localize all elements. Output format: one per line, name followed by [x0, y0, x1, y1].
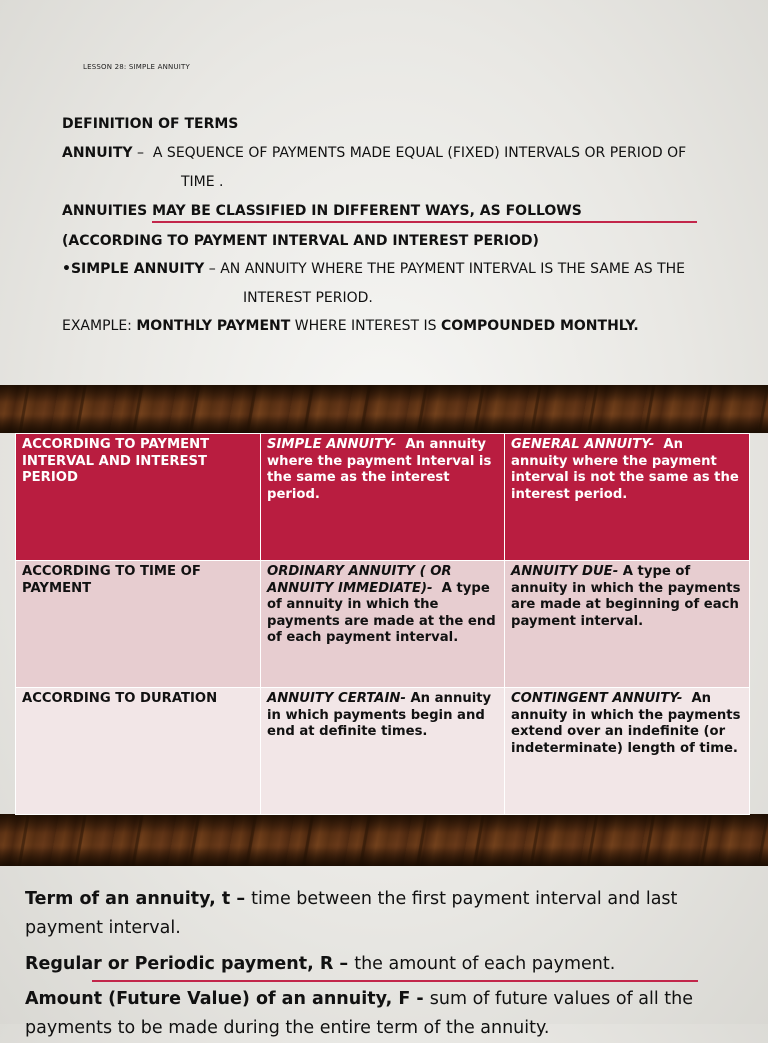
simple-annuity-line-2 [243, 290, 373, 306]
table-row [16, 434, 750, 561]
table-cell-definition: An annuity in which payments begin and end at definite times. [267, 691, 496, 740]
term-definition-term [25, 885, 760, 943]
simple-annuity-def-2: INTEREST PERIOD. [243, 290, 373, 306]
example-label: EXAMPLE: [62, 318, 137, 334]
term-label: Term of an annuity, t [25, 889, 231, 909]
example-bold-1: MONTHLY PAYMENT [136, 318, 291, 334]
simple-annuity-bullet: •SIMPLE ANNUITY [62, 261, 205, 277]
table-cell-definition: An annuity where the payment interval is not the same as the interest period. [511, 437, 744, 502]
term-label: Regular or Periodic payment, R [25, 954, 334, 974]
term-label: Amount (Future Value) of an annuity, F [25, 989, 411, 1009]
table-cell-definition: An annuity in which the payments extend over an indefinite (or indeterminate) length of time. [511, 691, 746, 756]
table-cell-term: ANNUITY DUE- [511, 564, 619, 579]
table-cell-category: ACCORDING TO DURATION [16, 688, 261, 815]
term-text: sum of future values of all the payments to be made during the entire term of the annuity. [25, 989, 694, 1038]
wood-band-bottom-shade [0, 814, 768, 866]
annuity-definition-line-2 [181, 174, 224, 190]
classification-text-1: ANNUITIES [62, 203, 153, 219]
table-cell-type-a [261, 561, 505, 688]
table-cell-type-a [261, 688, 505, 815]
term-text: time between the first payment interval and last payment interval. [25, 889, 678, 938]
table-cell-term: CONTINGENT ANNUITY- [511, 691, 683, 706]
term-separator: – [230, 889, 252, 909]
table-cell-type-b [505, 688, 750, 815]
table-cell-type-b [505, 561, 750, 688]
table-cell-term: SIMPLE ANNUITY- [267, 437, 397, 452]
table-cell-category: ACCORDING TO PAYMENT INTERVAL AND INTEREST PERIOD [16, 434, 261, 561]
slide-top-section [0, 0, 768, 385]
table-row [16, 688, 750, 815]
annuity-definition-text-2: TIME . [181, 174, 224, 190]
classification-text-2: MAY BE CLASSIFIED IN DIFFERENT WAYS, AS FOLLOWS [152, 203, 582, 219]
term-separator: – [333, 954, 355, 974]
term-definition-future-value [25, 985, 760, 1043]
table-cell-definition: A type of annuity in which the payments are made at the end of each payment interval. [267, 580, 501, 646]
table-cell-term: GENERAL ANNUITY- [511, 437, 655, 452]
simple-annuity-def-1: – AN ANNUITY WHERE THE PAYMENT INTERVAL IS THE SAME AS THE [204, 261, 686, 277]
term-definition-payment [25, 950, 760, 979]
definition-heading-text: DEFINITION OF TERMS [62, 116, 239, 132]
table-cell-term: ORDINARY ANNUITY ( OR ANNUITY IMMEDIATE)- [267, 564, 452, 596]
classification-line [62, 203, 582, 219]
table-cell-type-a [261, 434, 505, 561]
table-cell-type-b [505, 434, 750, 561]
annuity-term: ANNUITY [62, 145, 133, 161]
table-cell-term: ANNUITY CERTAIN- [267, 691, 406, 706]
according-text: (ACCORDING TO PAYMENT INTERVAL AND INTEREST PERIOD) [62, 233, 539, 249]
simple-annuity-line-1 [62, 261, 685, 277]
term-text: the amount of each payment. [354, 954, 616, 974]
according-line [62, 233, 539, 249]
annuity-definition-text-1: A SEQUENCE OF PAYMENTS MADE EQUAL (FIXED) INTERVALS OR PERIOD OF [152, 145, 687, 161]
example-middle: WHERE INTEREST IS [290, 318, 441, 334]
term-separator: - [410, 989, 430, 1009]
definition-heading [62, 116, 238, 132]
example-line [62, 318, 639, 334]
table-cell-definition: An annuity where the payment Interval is the same as the interest period. [267, 437, 496, 502]
wood-band-top-shade [0, 385, 768, 433]
classification-underline [152, 221, 697, 223]
annuity-classification-table [15, 433, 750, 815]
lesson-title: LESSON 28: SIMPLE ANNUITY [83, 63, 190, 71]
annuity-separator: – [132, 145, 153, 161]
example-bold-2: COMPOUNDED MONTHLY. [440, 318, 639, 334]
table-cell-category: ACCORDING TO TIME OF PAYMENT [16, 561, 261, 688]
annuity-definition-line-1 [62, 145, 686, 161]
table-row [16, 561, 750, 688]
payment-underline [92, 980, 698, 982]
table-cell-definition: A type of annuity in which the payments are made at beginning of each payment interval. [511, 564, 746, 629]
